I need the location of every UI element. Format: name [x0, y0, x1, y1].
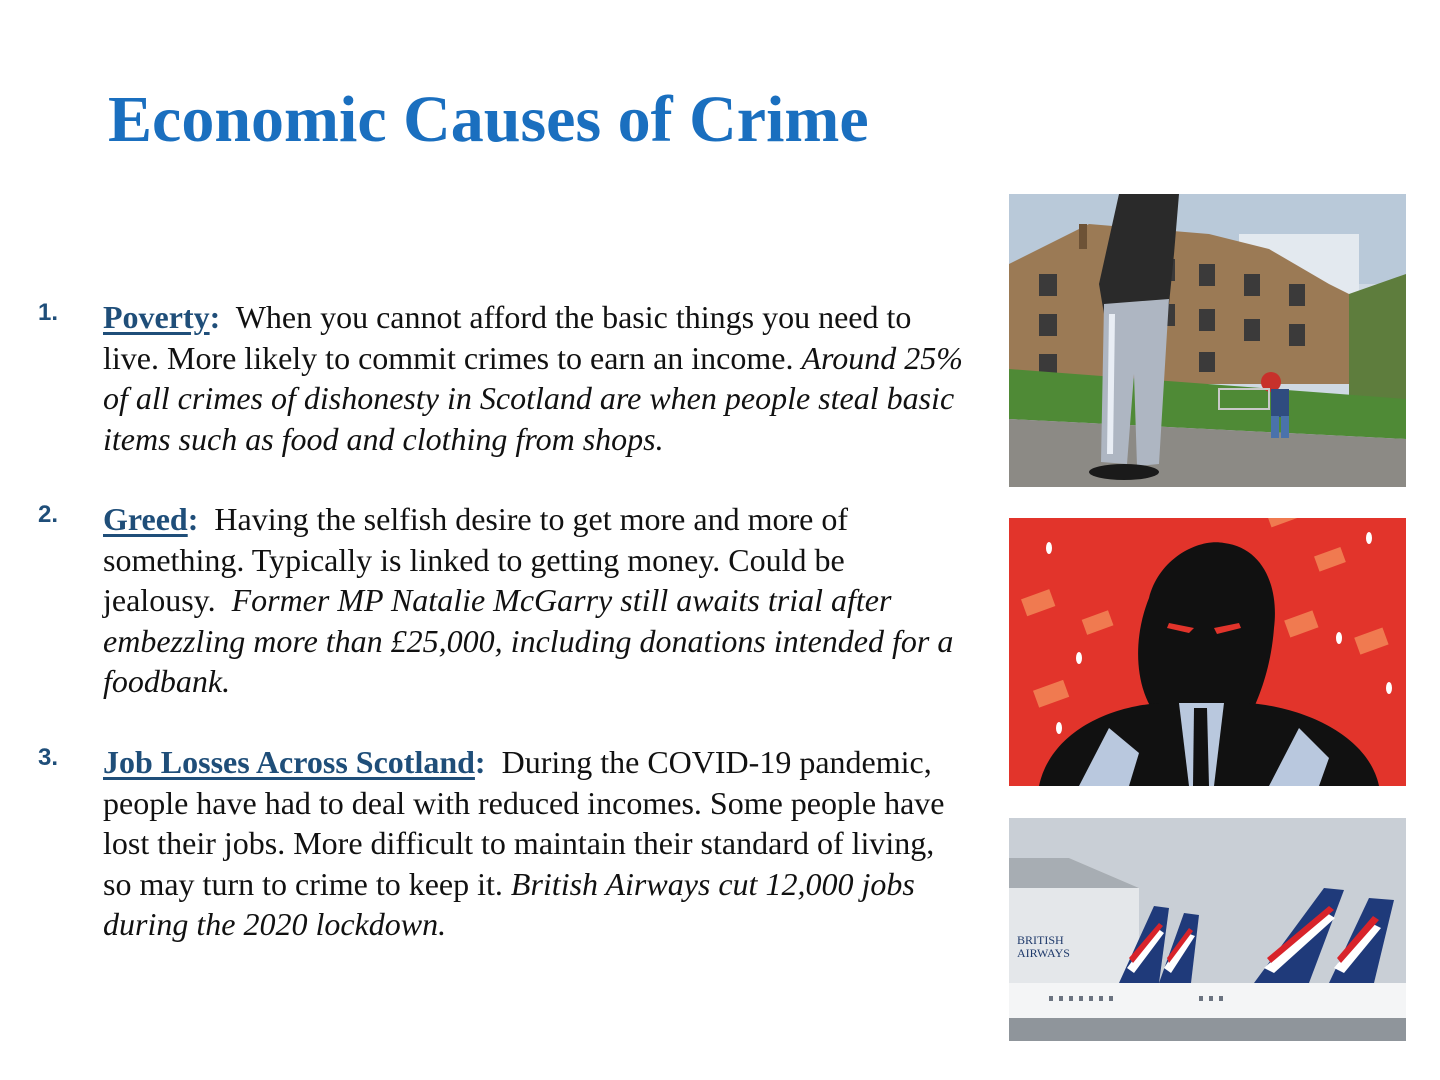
greed-illustration — [1009, 518, 1406, 786]
item-example: Former MP Natalie McGarry still awaits trial after embezzling more than £25,000, including donations intended for a foodbank. — [103, 582, 954, 699]
item-number: 1. — [38, 299, 59, 326]
item-description: Having the selfish desire to get more and more of something. Typically is linked to getting money. Could be jealousy. — [103, 501, 848, 618]
greed-money-image — [1009, 518, 1406, 786]
planes-image — [1009, 818, 1406, 1041]
item-body — [103, 297, 968, 459]
item-colon: : — [474, 744, 486, 780]
list-item-job-losses — [38, 742, 968, 945]
item-heading-greed[interactable]: Greed — [103, 501, 188, 537]
airline-logo-text: BRITISH — [1017, 933, 1064, 947]
item-colon: : — [209, 299, 221, 335]
item-example: British Airways cut 12,000 jobs during the 2020 lockdown. — [103, 865, 915, 942]
list-item-greed — [38, 499, 968, 702]
item-number: 2. — [38, 501, 59, 528]
housing-estate-image — [1009, 194, 1406, 487]
item-heading-job-losses[interactable]: Job Losses Across Scotland — [103, 744, 475, 780]
list-item-poverty — [38, 297, 968, 459]
item-description: During the COVID-19 pandemic, people have had to deal with reduced incomes. Some people have lost their jobs. More difficult to maintain their standard of living, so may turn to crime to keep it. — [103, 744, 945, 902]
item-heading-poverty[interactable]: Poverty — [103, 299, 210, 335]
item-colon: : — [187, 501, 199, 537]
poverty-photo — [1009, 194, 1406, 487]
page-title: Economic Causes of Crime — [108, 83, 869, 156]
airline-logo-text: AIRWAYS — [1017, 946, 1070, 960]
item-number: 3. — [38, 744, 59, 771]
item-description: When you cannot afford the basic things you need to live. More likely to commit crimes to earn an income. — [103, 299, 912, 376]
item-body — [103, 499, 968, 702]
airline-photo — [1009, 818, 1406, 1041]
item-example: Around 25% of all crimes of dishonesty in Scotland are when people steal basic items such as food and clothing from shops. — [103, 339, 963, 457]
item-body — [103, 742, 968, 945]
